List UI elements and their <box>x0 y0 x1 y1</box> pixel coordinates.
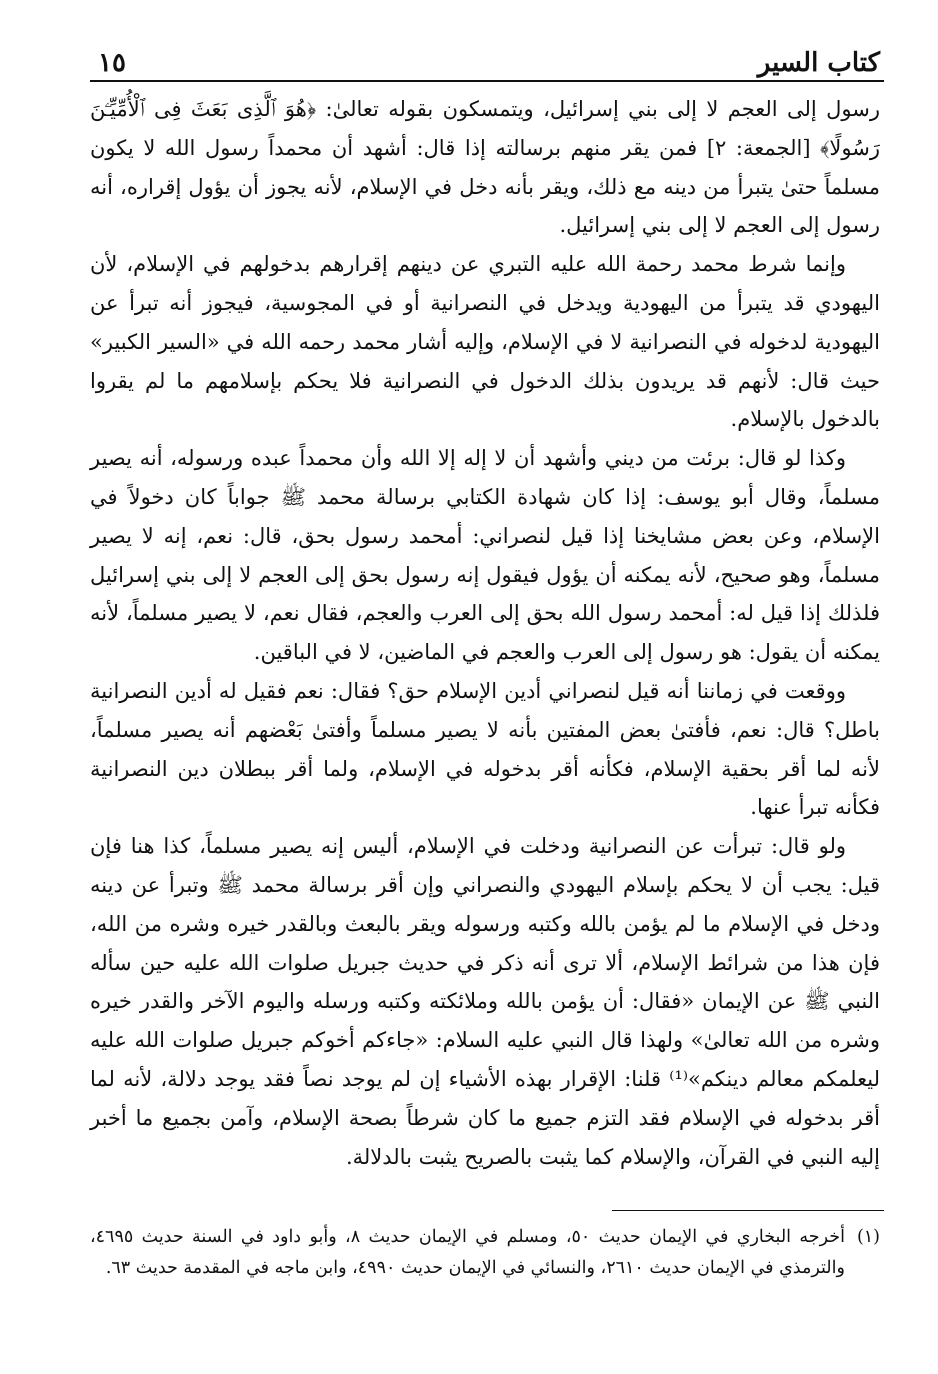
body-text <box>90 90 880 1176</box>
page-number: ١٥ <box>98 48 126 78</box>
header-rule <box>90 80 884 82</box>
footnote-number: (١) <box>856 1227 880 1247</box>
running-title: كتاب السير <box>757 48 880 78</box>
paragraph: رسول إلى العجم لا إلى بني إسرائيل، ويتمسكون بقوله تعالىٰ: ﴿هُوَ ٱلَّذِى بَعَثَ فِى ٱلْأُمِّيِّـۧنَ رَسُولًا﴾ [الجمعة: ٢] فمن يقر منهم برسالته إذا قال: أشهد أن محمداً رسول الله لا يكون مسلماً حتىٰ يتبرأ من دينه مع ذلك، ويقر بأنه دخل في الإسلام، لأنه يجوز أن يؤول إقراره، أنه رسول إلى العجم لا إلى بني إسرائيل. <box>90 97 880 238</box>
paragraph: ولو قال: تبرأت عن النصرانية ودخلت في الإسلام، أليس إنه يصير مسلماً، كذا هنا فإن قيل: يجب أن لا يحكم بإسلام اليهودي والنصراني وإن أقر برسالة محمد ﷺ وتبرأ عن دينه ودخل في الإسلام ما لم يؤمن بالله وكتبه ورسوله ويقر بالبعث وبالقدر خيره وشره من الله، فإن هذا من شرائط الإسلام، ألا ترى أنه ذكر في حديث جبريل صلوات الله عليه حين سأله النبي ﷺ عن الإيمان «فقال: أن يؤمن بالله وملائكته وكتبه ورسله واليوم الآخر والقدر خيره وشره من الله تعالىٰ» ولهذا قال النبي عليه السلام: «جاءكم أخوكم جبريل صلوات الله عليه ليعلمكم معالم دينكم»⁽¹⁾ قلنا: الإقرار بهذه الأشياء إن لم يوجد نصاً فقد يوجد دلالة، لأنه لما أقر بدخوله في الإسلام فقد التزم جميع ما كان شرطاً بصحة الإسلام، وآمن بجميع ما أخبر إليه النبي في القرآن، والإسلام كما يثبت بالصريح يثبت بالدلالة. <box>90 834 880 1169</box>
footnotes <box>90 1222 880 1284</box>
page-header <box>98 34 880 78</box>
paragraph: وكذا لو قال: برئت من ديني وأشهد أن لا إله إلا الله وأن محمداً عبده ورسوله، أنه يصير مسلماً، وقال أبو يوسف: إذا كان شهادة الكتابي برسالة محمد ﷺ جواباً كان دخولاً في الإسلام، وعن بعض مشايخنا إذا قيل لنصراني: أمحمد رسول بحق، قال: نعم، إنه لا يصير مسلماً، وهو صحيح، لأنه يمكنه أن يؤول فيقول إنه رسول بحق إلى العجم لا إلى بني إسرائيل فلذلك إذا قيل له: أمحمد رسول الله بحق إلى العرب والعجم، فقال نعم، لا يصير مسلماً، لأنه يمكنه أن يقول: هو رسول إلى العرب والعجم في الماضين، لا في الباقين. <box>90 446 880 665</box>
footnote-text: أخرجه البخاري في الإيمان حديث ٥٠، ومسلم في الإيمان حديث ٨، وأبو داود في السنة حديث ٤٦٩٥، والترمذي في الإيمان حديث ٢٦١٠، والنسائي في الإيمان حديث ٤٩٩٠، وابن ماجه في المقدمة حديث ٦٣. <box>90 1227 845 1278</box>
paragraph: ووقعت في زماننا أنه قيل لنصراني أدين الإسلام حق؟ فقال: نعم فقيل له أدين النصرانية باطل؟ قال: نعم، فأفتىٰ بعض المفتين بأنه لا يصير مسلماً وأفتىٰ بَعْضهم أنه يصير مسلماً، لأنه لما أقر بحقية الإسلام، فكأنه أقر بدخوله في الإسلام، ولما أقر ببطلان دين النصرانية فكأنه تبرأ عنها. <box>90 678 880 820</box>
paragraph: وإنما شرط محمد رحمة الله عليه التبري عن دينهم إقرارهم بدخولهم في الإسلام، لأن اليهودي قد يتبرأ من اليهودية ويدخل في النصرانية أو في المجوسية، فيجوز أنه تبرأ عن اليهودية لدخوله في النصرانية لا في الإسلام، وإليه أشار محمد رحمه الله في «السير الكبير» حيث قال: لأنهم قد يريدون بذلك الدخول في النصرانية فلا يحكم بإسلامهم ما لم يقروا بالدخول بالإسلام. <box>90 252 880 432</box>
footnote <box>90 1222 880 1284</box>
footnote-rule <box>612 1210 884 1211</box>
